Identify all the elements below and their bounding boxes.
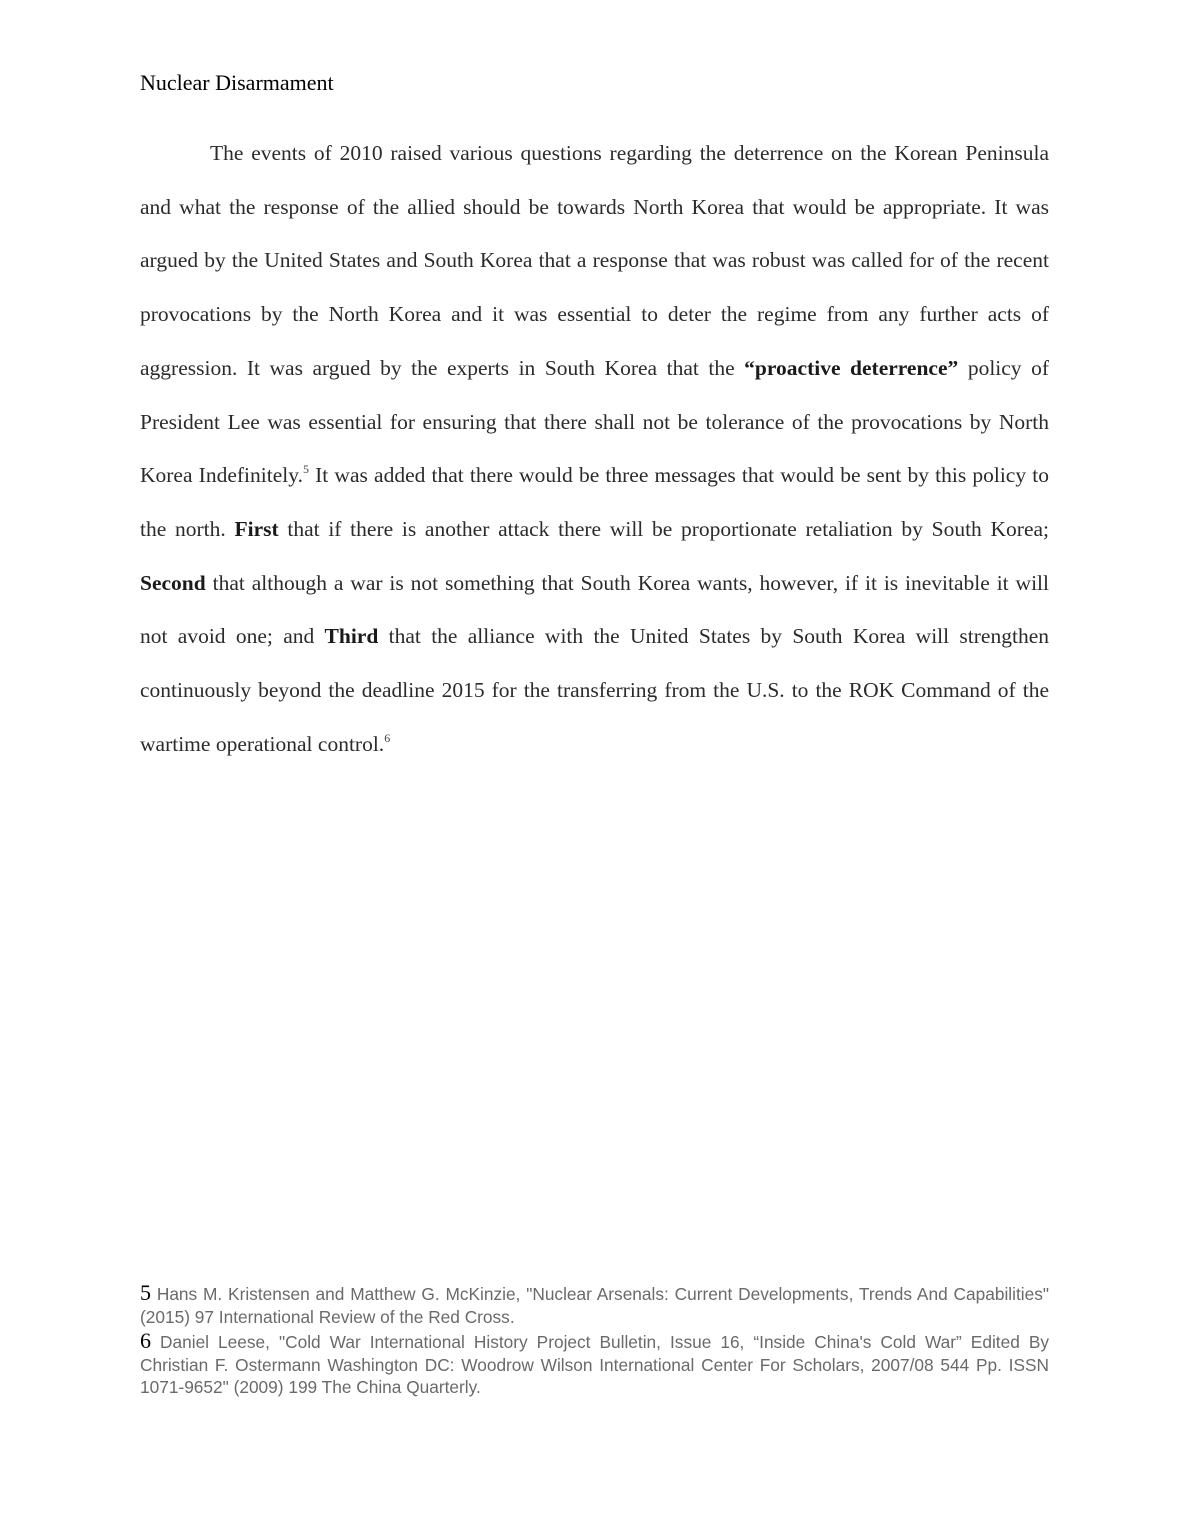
- body-text-segment: that although a war is not something that South Korea wants, however, if it is inevitable it will not avoid one; and: [140, 570, 1049, 649]
- footnote-reference-5[interactable]: 5: [302, 462, 309, 477]
- body-text-segment: that if there is another attack there will be proportionate retaliation by South Korea;: [278, 516, 1050, 541]
- footnotes-section: [140, 1282, 1049, 1401]
- footnote-number: 5: [140, 1280, 151, 1305]
- footnote-5: [140, 1282, 1049, 1328]
- bold-word-second: Second: [140, 570, 206, 595]
- body-text-segment: that the alliance with the United States by South Korea will strengthen continuously beyond the deadline 2015 for the transferring from the U.S. to the ROK Command of the wartime operational control.: [140, 624, 1049, 756]
- body-text-segment: It was added that there would be three messages that would be sent by this policy to the north.: [140, 463, 1049, 541]
- body-text-segment: The events of 2010 raised various questions regarding the deterrence on the Korean Peninsula and what the response of the allied should be towards North Korea that would be appropriate. It was argued by the United States and South Korea that a response that was robust was called for of the recent provocations by the North Korea and it was essential to deter the regime from any further acts of aggression. It was argued by the experts in South Korea that the: [140, 141, 1049, 380]
- bold-word-first: First: [234, 516, 279, 541]
- body-paragraph: [140, 127, 1049, 771]
- running-head: Nuclear Disarmament: [140, 70, 334, 95]
- bold-word-third: Third: [324, 624, 379, 649]
- footnote-number: 6: [140, 1328, 151, 1353]
- footnote-text: Hans M. Kristensen and Matthew G. McKinzie, "Nuclear Arsenals: Current Developments, Trends And Capabilities" (2015) 97 International Review of the Red Cross.: [140, 1284, 1049, 1327]
- bold-phrase-proactive-deterrence: “proactive deterrence”: [744, 355, 959, 380]
- footnote-text: Daniel Leese, "Cold War International History Project Bulletin, Issue 16, “Inside China's Cold War” Edited By Christian F. Ostermann Washington DC: Woodrow Wilson International Center For Scholars, 2007/08 544 Pp. ISSN 1071-9652" (2009) 199 The China Quarterly.: [140, 1332, 1049, 1397]
- footnote-6: [140, 1330, 1049, 1399]
- body-text-segment: policy of President Lee was essential for ensuring that there shall not be tolerance of the provocations by North Korea Indefinitely.: [140, 355, 1049, 488]
- footnote-reference-6[interactable]: 6: [384, 730, 391, 745]
